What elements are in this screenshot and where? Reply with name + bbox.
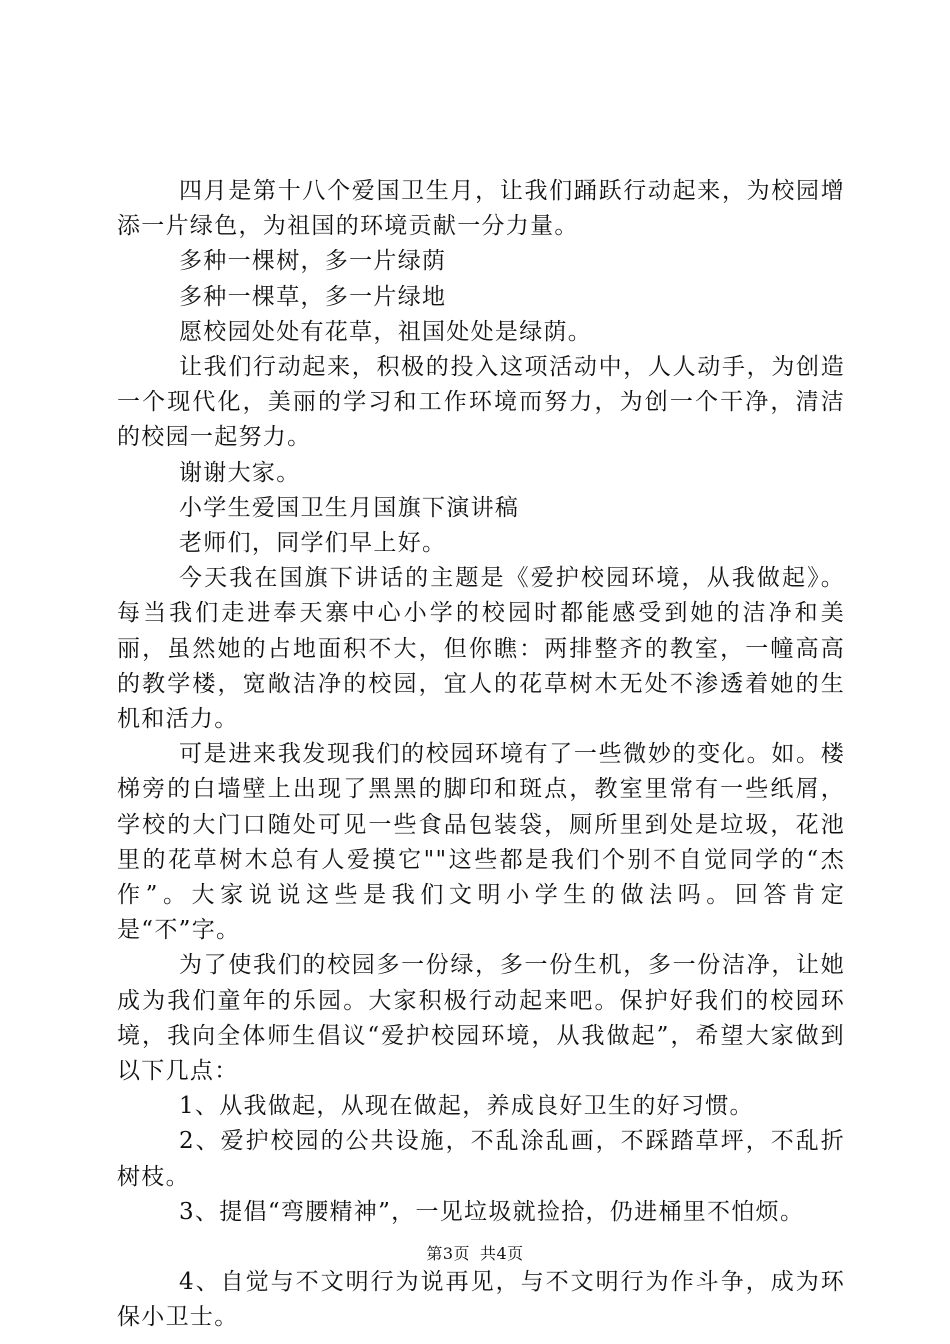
greeting: 老师们，同学们早上好。 [179, 530, 447, 557]
document-body [117, 174, 845, 1336]
list-item-1: 1、从我做起，从现在做起，养成良好卫生的好习惯。 [179, 1093, 754, 1120]
list-item-2: 2、爱护校园的公共设施，不乱涂乱画，不踩踏草坪，不乱折树枝。 [117, 1128, 845, 1190]
speech-title: 小学生爱国卫生月国旗下演讲稿 [179, 494, 520, 521]
paragraph-10: 可是进来我发现我们的校园环境有了一些微妙的变化。如。楼梯旁的白墙壁上出现了黑黑的脚印和斑点，教室里常有一些纸屑，学校的大门口随处可见一些食品包装袋，厕所里到处是垃圾，花池里的花草树木总有人爱摸它""这些都是我们个别不自觉同学的“杰作”。大家说说这些是我们文明小学生的做法吗。回答肯定是“不”字。 [117, 741, 845, 944]
list-item-3: 3、提倡“弯腰精神”，一见垃圾就捡拾，仍进桶里不怕烦。 [179, 1198, 805, 1225]
list-item-4: 4、自觉与不文明行为说再见，与不文明行为作斗争，成为环保小卫士。 [117, 1269, 845, 1331]
paragraph-1: 四月是第十八个爱国卫生月，让我们踊跃行动起来，为校园增添一片绿色，为祖国的环境贡献一分力量。 [117, 178, 845, 240]
page-total: 共4页 [480, 1244, 524, 1263]
paragraph-2: 多种一棵树，多一片绿荫 [179, 248, 447, 275]
paragraph-9: 今天我在国旗下讲话的主题是《爱护校园环境，从我做起》。每当我们走进奉天寨中心小学的校园时都能感受到她的洁净和美丽，虽然她的占地面积不大，但你瞧：两排整齐的教室，一幢高高的教学楼，宽敞洁净的校园，宜人的花草树木无处不渗透着她的生机和活力。 [117, 565, 845, 733]
paragraph-11: 为了使我们的校园多一份绿，多一份生机，多一份洁净，让她成为我们童年的乐园。大家积极行动起来吧。保护好我们的校园环境，我向全体师生倡议“爱护校园环境，从我做起”，希望大家做到以下几点： [117, 952, 845, 1085]
paragraph-4: 愿校园处处有花草，祖国处处是绿荫。 [179, 318, 593, 345]
paragraph-5: 让我们行动起来，积极的投入这项活动中，人人动手，为创造一个现代化，美丽的学习和工作环境而努力，为创一个干净，清洁的校园一起努力。 [117, 354, 845, 451]
page-number: 第3页 [426, 1244, 470, 1263]
paragraph-3: 多种一棵草，多一片绿地 [179, 283, 447, 310]
paragraph-6: 谢谢大家。 [179, 459, 301, 486]
page-footer [0, 1244, 950, 1264]
